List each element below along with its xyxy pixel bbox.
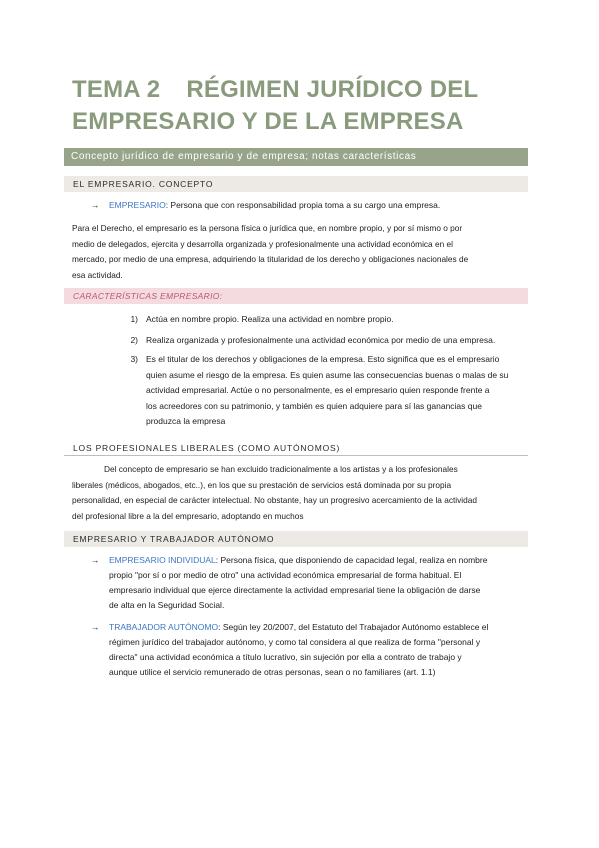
title-line-2: EMPRESARIO Y DE LA EMPRESA	[72, 108, 464, 135]
paragraph-line: esa actividad.	[72, 269, 123, 280]
item-number: 2)	[130, 335, 138, 345]
section-heading-autonomo: EMPRESARIO Y TRABAJADOR AUTÓNOMO	[64, 531, 528, 547]
bullet-line: propio "por sí o por medio de otro" una actividad económica empresarial de forma habitual. El	[109, 570, 462, 580]
title-line-1	[72, 74, 532, 106]
keyword-trabajador-autonomo: TRABAJADOR AUTÓNOMO	[109, 622, 219, 632]
keyword-empresario: EMPRESARIO	[109, 200, 166, 210]
arrow-icon: →	[91, 555, 100, 565]
paragraph-line: del profesional libre a la del empresario, adoptando en muchos	[72, 510, 304, 521]
item-line: Realiza organizada y profesionalmente una actividad económica por medio de una empresa.	[146, 335, 496, 345]
bullet-line: directa" una actividad económica a título lucrativo, sin sujeción por ella a contrato de trabajo y	[109, 652, 462, 662]
item-line: quien asume el riesgo de la empresa. Es quien asume las consecuencias buenas o malas de su	[146, 369, 509, 380]
paragraph-line: Del concepto de empresario se han excluido tradicionalmente a los artistas y a los profesionales	[104, 464, 458, 474]
title-number: TEMA 2	[72, 76, 161, 103]
paragraph-definition	[72, 221, 528, 283]
paragraph-line: personalidad, en especial de carácter intelectual. No obstante, hay un progresivo acercamiento de la actividad	[72, 495, 477, 505]
item-line: Es el titular de los derechos y obligaciones de la empresa. Esto significa que es el empresario	[146, 354, 500, 364]
bullet-line: régimen jurídico del trabajador autónomo, y como tal considera al que realiza de forma "personal y	[109, 637, 481, 647]
section-heading-empresario: EL EMPRESARIO. CONCEPTO	[64, 176, 528, 192]
item-number: 3)	[130, 354, 138, 364]
bullet-line: : Persona física, que disponiendo de capacidad legal, realiza en nombre	[215, 555, 488, 565]
paragraph-line: Para el Derecho, el empresario es la persona física o jurídica que, en nombre propio, y por sí mismo o por	[72, 223, 463, 233]
bullet-text: : Persona que con responsabilidad propia toma a su cargo una empresa.	[165, 200, 441, 210]
item-line: Actúa en nombre propio. Realiza una actividad en nombre propio.	[146, 314, 394, 324]
bullet-line: aunque utilice el servicio remunerado de otras personas, sean o no familiares (art. 1.1)	[109, 667, 436, 677]
title-line1-text: RÉGIMEN JURÍDICO DEL	[186, 76, 479, 103]
item-line: los acreedores con su patrimonio, y también es quien adquiere para sí las ganancias que	[146, 400, 482, 411]
paragraph-line: medio de delegados, ejercita y desarrolla organizada y profesionalmente una actividad económica en el	[72, 238, 453, 249]
arrow-icon: →	[91, 200, 100, 210]
item-line: actividad empresarial. Actúe o no personalmente, es el empresario quien responde frente a	[146, 385, 490, 395]
bullet-line: de alta en la Seguridad Social.	[109, 600, 225, 610]
characteristics-heading: CARACTERÍSTICAS EMPRESARIO:	[64, 288, 528, 304]
keyword-empresario-individual: EMPRESARIO INDIVIDUAL	[109, 555, 216, 565]
subtitle-bar: Concepto jurídico de empresario y de empresa; notas características	[64, 148, 528, 166]
paragraph-line: mercado, por medio de una empresa, adquiriendo la titularidad de los derecho y obligaciones nacionales de	[72, 254, 469, 264]
bullet-line: empresario individual que ejerce directamente la actividad empresarial tiene la obligación de darse	[109, 585, 481, 595]
paragraph-profesionales	[72, 462, 528, 524]
paragraph-line: liberales (médicos, abogados, etc..), en los que su prestación de servicios está dominada por su propia	[72, 479, 452, 490]
arrow-icon: →	[91, 622, 100, 632]
page-title	[72, 74, 532, 138]
item-line: produzca la empresa	[146, 416, 226, 426]
bullet-line: : Según ley 20/2007, del Estatuto del Trabajador Autónomo establece el	[218, 622, 489, 632]
item-number: 1)	[130, 314, 138, 324]
section-heading-profesionales: LOS PROFESIONALES LIBERALES (COMO AUTÓNOMOS)	[64, 440, 528, 456]
